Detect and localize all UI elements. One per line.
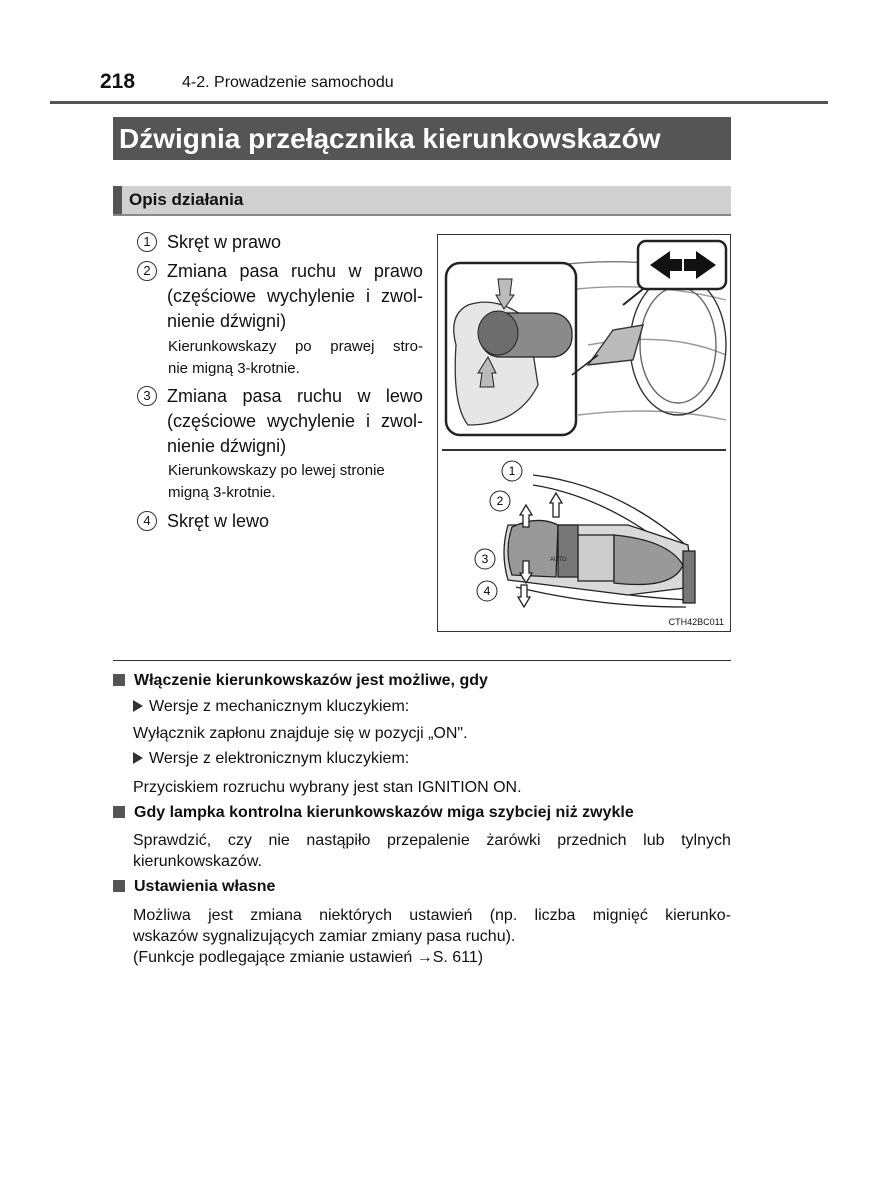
callout-3 bbox=[475, 549, 495, 569]
square-bullet-icon bbox=[113, 674, 125, 686]
section-heading: Ustawienia własne bbox=[113, 878, 275, 896]
item-line: nienie dźwigni) bbox=[167, 436, 287, 456]
chapter-title: 4-2. Prowadzenie samochodu bbox=[182, 74, 394, 91]
item-text bbox=[167, 384, 423, 459]
page-number: 218 bbox=[100, 70, 136, 93]
triangle-bullet-icon bbox=[133, 752, 143, 764]
lever-positions-drawing bbox=[504, 475, 695, 607]
item-number: 3 bbox=[137, 386, 157, 406]
turn-signal-arrows-icon bbox=[623, 241, 726, 305]
page-title: Dźwignia przełącznika kierunkowskazów bbox=[113, 117, 731, 160]
item-note: Kierunkowskazy po prawej stro- nie migną 3-krotnie. bbox=[168, 338, 423, 377]
lever-illustration bbox=[437, 234, 731, 632]
header-rule bbox=[50, 101, 828, 104]
item-line: Zmiana pasa ruchu w prawo bbox=[167, 261, 423, 281]
item-text bbox=[167, 509, 423, 534]
section-heading: Gdy lampka kontrolna kierunkowskazów miga szybciej niż zwykle bbox=[113, 804, 634, 822]
svg-text:3: 3 bbox=[481, 552, 489, 566]
item-number: 2 bbox=[137, 261, 157, 281]
section-subheading bbox=[113, 186, 731, 216]
callout-1 bbox=[502, 461, 522, 481]
callout-2 bbox=[490, 491, 510, 511]
svg-text:1: 1 bbox=[508, 464, 516, 478]
item-line: Zmiana pasa ruchu w lewo bbox=[167, 386, 423, 406]
list-item bbox=[137, 230, 423, 255]
svg-text:4: 4 bbox=[483, 584, 491, 598]
item-line: (częściowe wychylenie i zwol- bbox=[167, 411, 423, 431]
hand-closeup-drawing bbox=[446, 263, 598, 435]
body-paragraph: Sprawdzić, czy nie nastąpiło przepalenie żarówki przednich lub tylnych kierunkowskazów. bbox=[133, 832, 731, 870]
list-item bbox=[137, 259, 423, 334]
callout-4 bbox=[477, 581, 497, 601]
item-text bbox=[167, 230, 423, 255]
arrow-line: Wersje z elektronicznym kluczykiem: bbox=[133, 750, 409, 768]
subheading-text: Opis działania bbox=[129, 190, 244, 209]
item-line: (częściowe wychylenie i zwol- bbox=[167, 286, 423, 306]
lever-auto-label: AUTO bbox=[550, 557, 567, 563]
square-bullet-icon bbox=[113, 880, 125, 892]
section-divider bbox=[113, 660, 731, 661]
item-number: 4 bbox=[137, 511, 157, 531]
item-line: nienie dźwigni) bbox=[167, 311, 287, 331]
body-text: Wyłącznik zapłonu znajduje się w pozycji „ON". bbox=[133, 725, 468, 742]
item-line: Skręt w prawo bbox=[167, 232, 282, 252]
item-note: Kierunkowskazy po lewej stronie migną 3-krotnie. bbox=[168, 462, 385, 501]
list-item bbox=[137, 384, 423, 459]
square-bullet-icon bbox=[113, 806, 125, 818]
item-number: 1 bbox=[137, 232, 157, 252]
subheading-bar bbox=[113, 186, 122, 214]
item-text bbox=[167, 259, 423, 334]
lever-illustration-drawing bbox=[438, 235, 730, 631]
item-line: Skręt w lewo bbox=[167, 511, 270, 531]
arrow-line: Wersje z mechanicznym kluczykiem: bbox=[133, 698, 409, 716]
body-paragraph: Możliwa jest zmiana niektórych ustawień (np. liczba mignięć kierunko- wskazów sygnalizujących zamiar zmiany pasa ruchu). (Funkcje podlegające zmianie ustawień →S. 611) bbox=[133, 907, 731, 966]
svg-text:2: 2 bbox=[496, 494, 504, 508]
body-text: Przyciskiem rozruchu wybrany jest stan IGNITION ON. bbox=[133, 779, 522, 796]
triangle-bullet-icon bbox=[133, 700, 143, 712]
figure-code: CTH42BC011 bbox=[668, 617, 724, 627]
list-item bbox=[137, 509, 423, 534]
section-heading: Włączenie kierunkowskazów jest możliwe, gdy bbox=[113, 672, 488, 690]
